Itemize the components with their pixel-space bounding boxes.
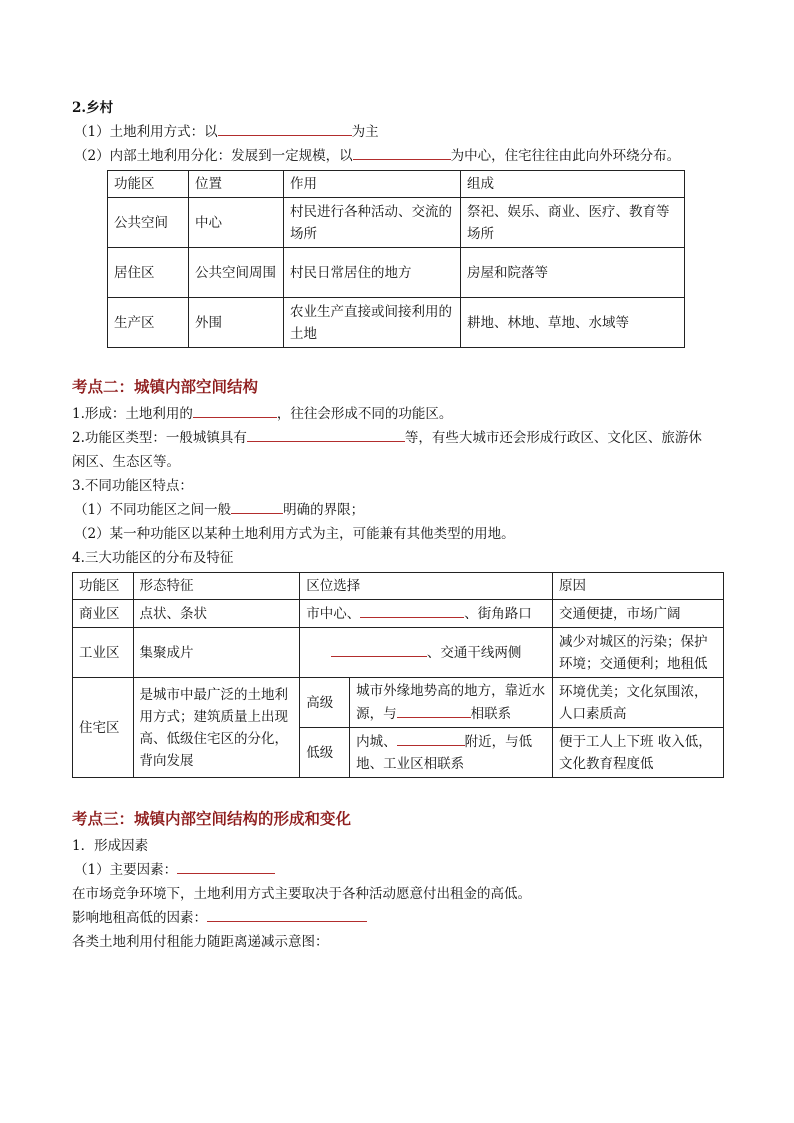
rural-item-2: （2）内部土地利用分化：发展到一定规模，以 为中心，住宅往往由此向外环绕分布。 <box>72 144 722 168</box>
section-2-p4: 4.三大功能区的分布及特征 <box>72 550 234 566</box>
table-row: 居住区 公共空间周围 村民日常居住的地方 房屋和院落等 <box>108 248 685 298</box>
fill-blank[interactable] <box>218 120 352 136</box>
table-row: 住宅区 是城市中最广泛的土地利用方式；建筑质量上出现高、低级住宅区的分化，背向发展 高级 城市外缘地势高的地方，靠近水源，与 相联系 环境优美；文化氛围浓，人口素质高 <box>73 678 724 728</box>
table-row: 商业区 点状、条状 市中心、 、街角路口 交通便捷，市场广阔 <box>73 600 724 628</box>
section-2-p1: 1.形成：土地利用的 ，往往会形成不同的功能区。 <box>72 402 722 426</box>
section-3-heading: 考点三：城镇内部空间结构的形成和变化 <box>72 809 352 828</box>
fill-blank[interactable] <box>207 906 367 922</box>
section-3-p1: 1．形成因素 <box>72 838 149 854</box>
fill-blank[interactable] <box>331 641 427 657</box>
section-2-p2: 2.功能区类型：一般城镇具有 等，有些大城市还会形成行政区、文化区、旅游休 <box>72 426 722 450</box>
rural-item-1: （1）土地利用方式：以 为主 <box>72 120 722 144</box>
section-3-p1-3: 影响地租高低的因素： <box>72 906 722 930</box>
fill-blank[interactable] <box>247 426 405 442</box>
table-row: 生产区 外围 农业生产直接或间接利用的土地 耕地、林地、草地、水域等 <box>108 298 685 348</box>
section-2-p2-cont: 闲区、生态区等。 <box>72 454 180 470</box>
rural-function-table <box>107 170 685 348</box>
table-header-row: 功能区 形态特征 区位选择 原因 <box>73 573 724 600</box>
fill-blank[interactable] <box>353 144 451 160</box>
section-2-heading: 考点二：城镇内部空间结构 <box>72 377 259 396</box>
rural-title: 2.乡村 <box>72 100 114 116</box>
table-header-row: 功能区 位置 作用 组成 <box>108 171 685 198</box>
fill-blank[interactable] <box>397 730 465 746</box>
document-page <box>72 96 722 954</box>
section-3-p1-2: 在市场竞争环境下，土地利用方式主要取决于各种活动愿意付出租金的高低。 <box>72 886 531 902</box>
section-3-p1-1: （1）主要因素： <box>72 858 722 882</box>
table-row: 低级 内城、 附近，与低地、工业区相联系 便于工人上下班 收入低，文化教育程度低 <box>73 728 724 778</box>
function-zone-table <box>72 572 724 778</box>
fill-blank[interactable] <box>177 858 275 874</box>
fill-blank[interactable] <box>397 702 471 718</box>
section-2-p3-2: （2）某一种功能区以某种土地利用方式为主，可能兼有其他类型的用地。 <box>74 526 515 542</box>
table-row: 公共空间 中心 村民进行各种活动、交流的场所 祭祀、娱乐、商业、医疗、教育等场所 <box>108 198 685 248</box>
section-2-p3-1: （1）不同功能区之间一般 明确的界限； <box>72 498 722 522</box>
section-3-p1-4: 各类土地利用付租能力随距离递减示意图： <box>72 934 329 950</box>
fill-blank[interactable] <box>360 602 464 618</box>
section-2-p3: 3.不同功能区特点： <box>72 478 193 494</box>
table-row: 工业区 集聚成片 、交通干线两侧 减少对城区的污染；保护环境；交通便利；地租低 <box>73 628 724 678</box>
fill-blank[interactable] <box>193 402 277 418</box>
fill-blank[interactable] <box>231 498 283 514</box>
